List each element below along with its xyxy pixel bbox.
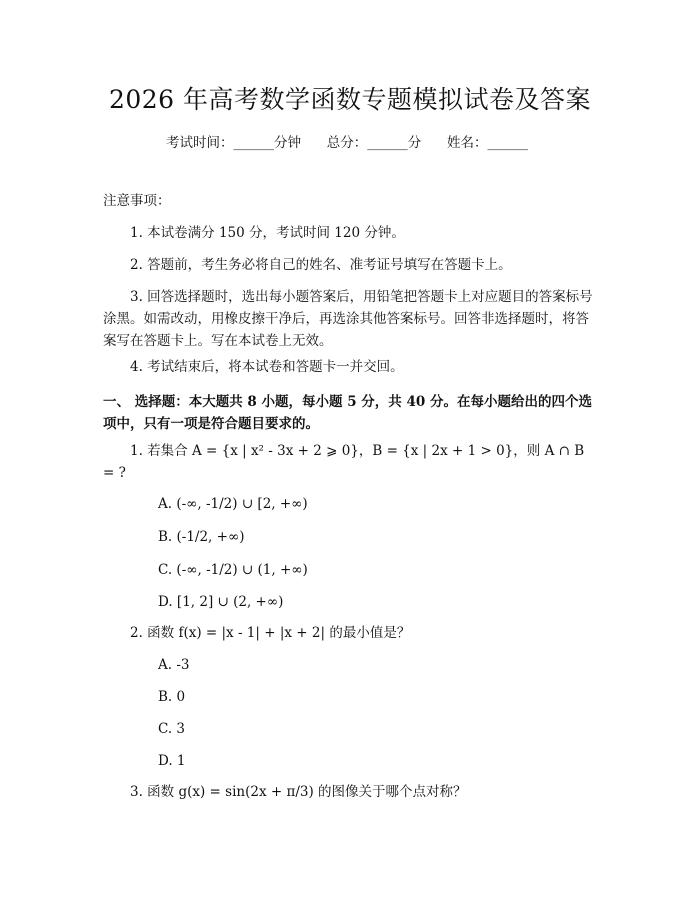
question-option: B. 0 bbox=[158, 689, 186, 705]
notice-item: 3. 回答选择题时，选出每小题答案后，用铅笔把答题卡上对应题目的答案标号涂黑。如需改动，用橡皮擦干净后，再选涂其他答案标号。回答非选择题时，将答案写在答题卡上。写在本试卷上无效。 bbox=[103, 289, 593, 349]
question-option: B. (-1/2, +∞) bbox=[158, 529, 245, 545]
question-stem: 2. 函数 f(x) = |x - 1| + |x + 2| 的最小值是？ bbox=[130, 625, 411, 641]
question-option: D. 1 bbox=[158, 753, 186, 769]
notice-heading: 注意事项： bbox=[103, 193, 171, 209]
question-option: C. 3 bbox=[158, 721, 186, 737]
page-title: 2026 年高考数学函数专题模拟试卷及答案 bbox=[108, 85, 592, 114]
question-stem: 3. 函数 g(x) = sin(2x + π/3) 的图像关于哪个点对称？ bbox=[130, 784, 467, 800]
notice-item: 1. 本试卷满分 150 分，考试时间 120 分钟。 bbox=[130, 225, 405, 241]
notice-item: 4. 考试结束后，将本试卷和答题卡一并交回。 bbox=[130, 359, 404, 375]
question-stem: 1. 若集合 A = {x | x² - 3x + 2 ⩾ 0}，B = {x | 2x + 1 > 0}，则 A ∩ B = ? bbox=[103, 443, 585, 481]
section-heading: 一、 选择题：本大题共 8 小题，每小题 5 分，共 40 分。在每小题给出的四个选项中，只有一项是符合题目要求的。 bbox=[103, 394, 592, 432]
question-option: D. [1, 2] ∪ (2, +∞) bbox=[158, 594, 284, 610]
notice-item: 2. 答题前，考生务必将自己的姓名、准考证号填写在答题卡上。 bbox=[130, 257, 512, 273]
question-option: A. -3 bbox=[158, 657, 190, 673]
question-option: C. (-∞, -1/2) ∪ (1, +∞) bbox=[158, 562, 308, 578]
exam-info-line: 考试时间：______分钟 总分：______分 姓名：______ bbox=[166, 135, 528, 151]
question-option: A. (-∞, -1/2) ∪ [2, +∞) bbox=[158, 496, 308, 512]
